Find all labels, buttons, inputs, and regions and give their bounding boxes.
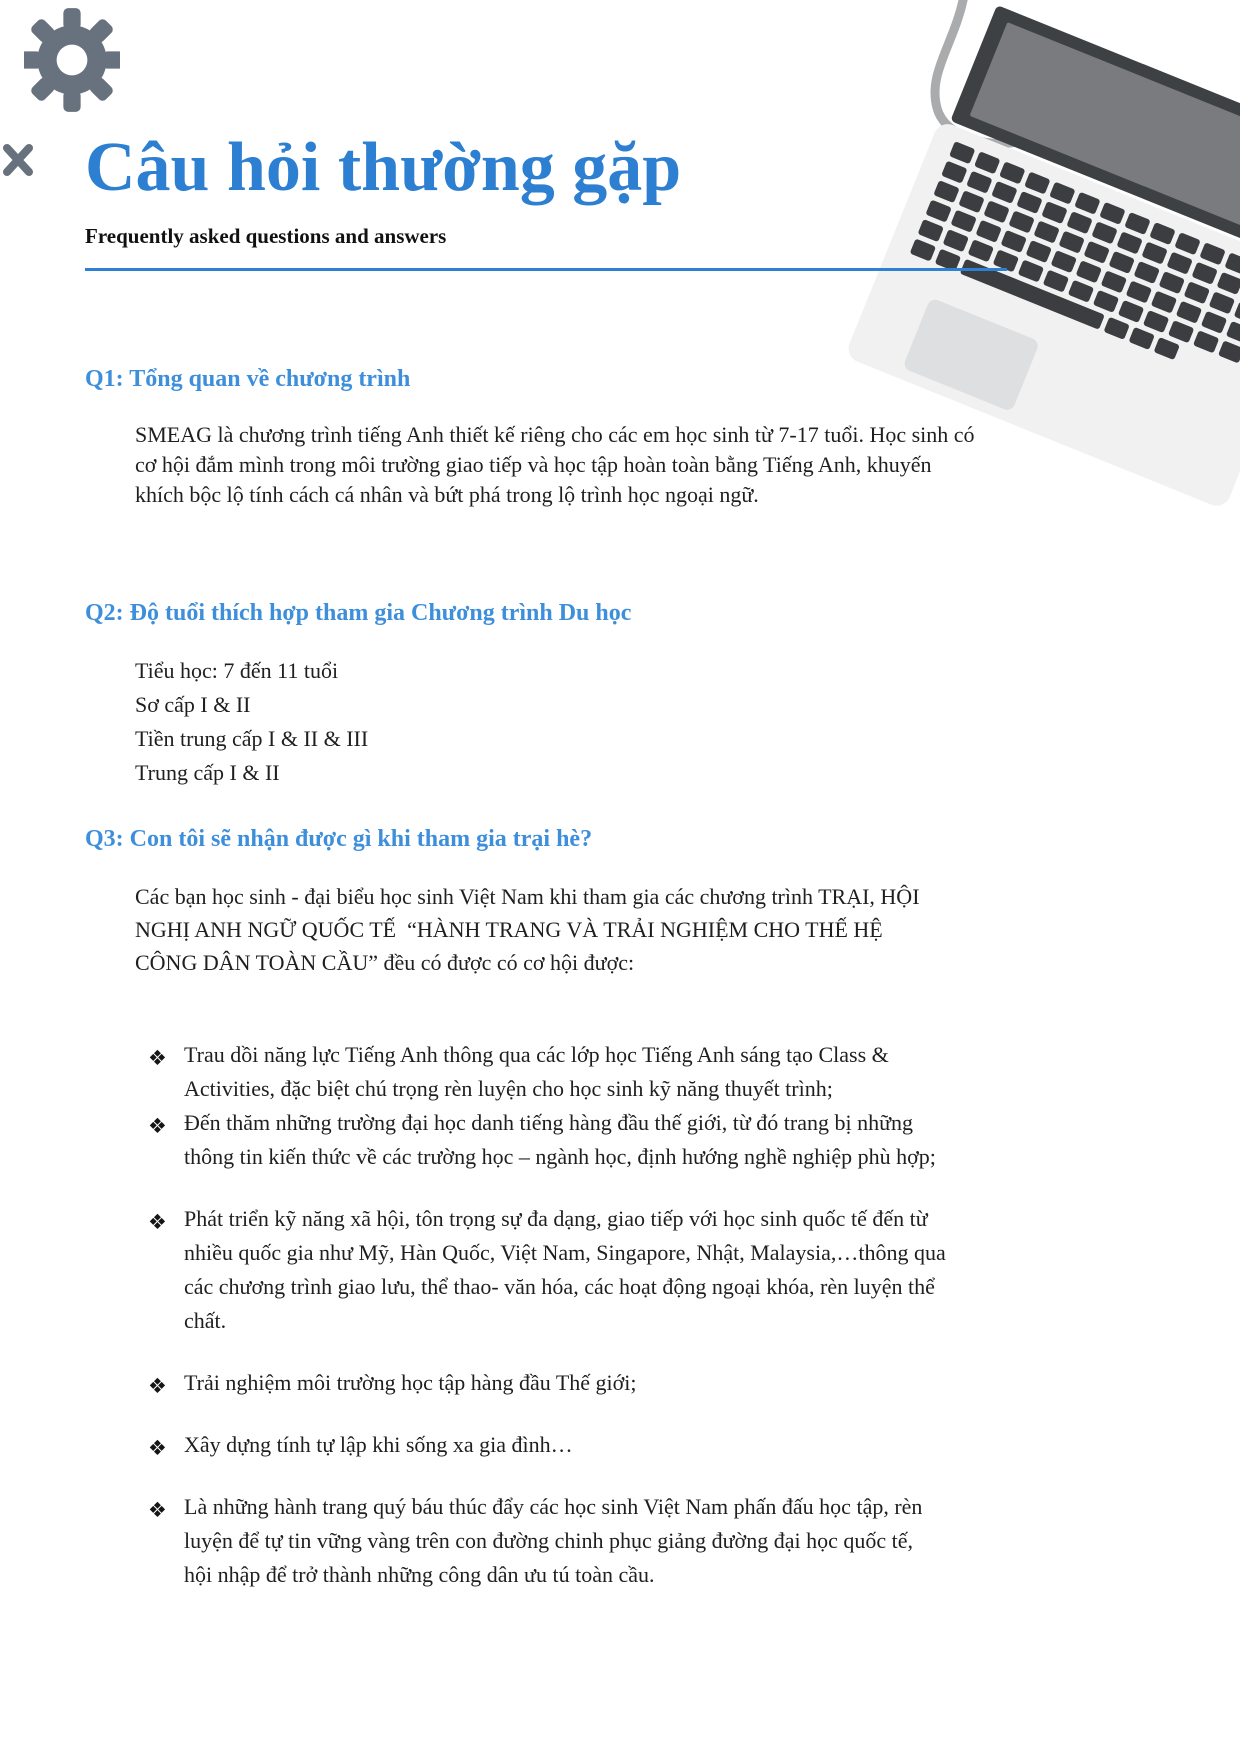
text-line: Xây dựng tính tự lập khi sống xa gia đình… [184, 1432, 573, 1457]
header-divider-line [85, 268, 1007, 271]
answer-list-q2 [135, 654, 368, 790]
text-line: các chương trình giao lưu, thể thao- văn hóa, các hoạt động ngoại khóa, rèn luyện thể [184, 1274, 935, 1299]
laptop-trackpad [902, 297, 1040, 412]
text-line: CÔNG DÂN TOÀN CẦU” đều có được có cơ hội được: [135, 950, 635, 975]
text-line: Tiền trung cấp I & II & III [135, 726, 369, 751]
text-line: nhiều quốc gia như Mỹ, Hàn Quốc, Việt Nam, Singapore, Nhật, Malaysia,…thông qua [184, 1240, 946, 1265]
text-line: NGHỊ ANH NGỮ QUỐC TẾ “HÀNH TRANG VÀ TRẢI NGHIỆM CHO THẾ HỆ [135, 917, 883, 942]
text-line: Phát triển kỹ năng xã hội, tôn trọng sự đa dạng, giao tiếp với học sinh quốc tế đến từ [184, 1206, 928, 1231]
page-title: Câu hỏi thường gặp [85, 129, 682, 206]
page-subtitle: Frequently asked questions and answers [85, 224, 447, 248]
close-x-icon [2, 141, 34, 179]
text-line: Các bạn học sinh - đại biểu học sinh Việt Nam khi tham gia các chương trình TRẠI, HỘI [135, 884, 920, 909]
text-line: Là những hành trang quý báu thúc đẩy các học sinh Việt Nam phấn đấu học tập, rèn [184, 1494, 923, 1519]
text-line: SMEAG là chương trình tiếng Anh thiết kế riêng cho các em học sinh từ 7-17 tuổi. Học sinh có [135, 422, 975, 447]
text-line: Sơ cấp I & II [135, 692, 251, 717]
list-item [148, 1106, 1158, 1174]
question-heading-q2: Q2: Độ tuổi thích hợp tham gia Chương trình Du học [85, 600, 632, 626]
text-line: Activities, đặc biệt chú trọng rèn luyện cho học sinh kỹ năng thuyết trình; [184, 1076, 833, 1101]
answer-paragraph-q3 [135, 880, 920, 979]
text-line: Tiểu học: 7 đến 11 tuổi [135, 658, 339, 683]
benefits-bullet-list [148, 1038, 1158, 1620]
question-heading-q1: Q1: Tổng quan về chương trình [85, 366, 411, 392]
text-line: thông tin kiến thức về các trường học – ngành học, định hướng nghề nghiệp phù hợp; [184, 1144, 936, 1169]
text-line: Trải nghiệm môi trường học tập hàng đầu Thế giới; [184, 1370, 637, 1395]
answer-paragraph-q1 [135, 420, 975, 510]
bullet-diamond-icon: ❖ [148, 1374, 167, 1398]
list-item [148, 1038, 1158, 1106]
list-item [148, 1202, 1158, 1338]
bullet-diamond-icon: ❖ [148, 1210, 167, 1234]
gear-icon [24, 6, 120, 114]
text-line: Trung cấp I & II [135, 760, 280, 785]
bullet-diamond-icon: ❖ [148, 1436, 167, 1460]
text-line: Trau dồi năng lực Tiếng Anh thông qua các lớp học Tiếng Anh sáng tạo Class & [184, 1042, 889, 1067]
text-line: cơ hội đắm mình trong môi trường giao tiếp và học tập hoàn toàn bằng Tiếng Anh, khuyến [135, 452, 932, 477]
text-line: Đến thăm những trường đại học danh tiếng hàng đầu thế giới, từ đó trang bị những [184, 1110, 913, 1135]
list-item [148, 1366, 1158, 1400]
text-line: luyện để tự tin vững vàng trên con đường chinh phục giảng đường đại học quốc tế, [184, 1528, 913, 1553]
list-item [148, 1428, 1158, 1462]
list-item [148, 1490, 1158, 1592]
bullet-diamond-icon: ❖ [148, 1046, 167, 1070]
text-line: khích bộc lộ tính cách cá nhân và bứt phá trong lộ trình học ngoại ngữ. [135, 482, 759, 507]
text-line: hội nhập để trở thành những công dân ưu tú toàn cầu. [184, 1562, 655, 1587]
question-heading-q3: Q3: Con tôi sẽ nhận được gì khi tham gia trại hè? [85, 826, 593, 852]
bullet-diamond-icon: ❖ [148, 1114, 167, 1138]
bullet-diamond-icon: ❖ [148, 1498, 167, 1522]
text-line: chất. [184, 1308, 227, 1333]
